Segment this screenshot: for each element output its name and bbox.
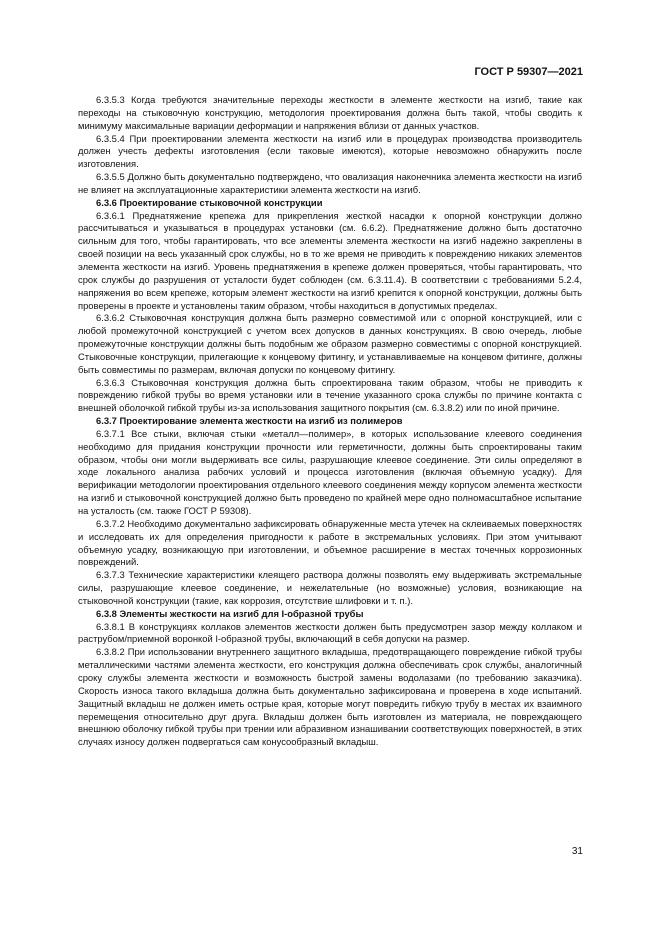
paragraph-6-3-6-1: 6.3.6.1 Преднатяжение крепежа для прикрепления жесткой насадки к опорной конструкции должно рассчитываться и указываться в процедурах установки (см. 6.6.2). Преднатяжение должно быть достаточно сильным для того, чтобы гарантировать, что все элементы элемента жесткости на изгиб надежно закреплены в своей позиции на весь указанный срок службы, но в то же время не приводить к повреждению никаких элементов элемента жесткости на изгиб. Уровень преднатяжения в крепеже должен проверяться, чтобы гарантировать, что срок службы до разрушения от усталости будет соблюден (см. 6.3.11.4). В соответствии с требованиями 5.2.4, напряжения во всем крепеже, которым элемент жесткости на изгиб крепится к опорной конструкции, должны быть проверены в проекте и установлены таким образом, чтобы находиться в допустимых пределах. (78, 209, 582, 311)
paragraph-6-3-5-4: 6.3.5.4 При проектировании элемента жесткости на изгиб или в процедурах производства производитель должен учесть дефекты изготовления (если таковые имеются), которые невозможно обнаружить после изготовления. (78, 132, 582, 170)
paragraph-6-3-6-2: 6.3.6.2 Стыковочная конструкция должна быть размерно совместимой или с опорной конструкцией, или с любой промежуточной конструкцией с учетом всех допусков в данных конструкциях. В свою очередь, любые промежуточные конструкции должны быть подобным же образом размерно совместимы с опорной конструкцией. Стыковочные конструкции, прилегающие к концевому фитингу, и устанавливаемые на концевом фитинге, должны быть совместимы по размерам, включая допуски по концевому фитингу. (78, 312, 582, 375)
paragraph-6-3-7-2: 6.3.7.2 Необходимо документально зафиксировать обнаруженные места утечек на склеиваемых поверхностях и исследовать их для определения пригодности к работе в экстремальных условиях. При этом учитывают объемную усадку, возникающую при изготовлении, и объемное расширение в местах точечных коррозионных повреждений. (78, 517, 582, 568)
body-text (78, 94, 582, 749)
page-number: 31 (571, 846, 583, 857)
paragraph-6-3-5-5: 6.3.5.5 Должно быть документально подтверждено, что овализация наконечника элемента жесткости на изгиб не влияет на эксплуатационные характеристики элемента жесткости на изгиб. (78, 171, 582, 195)
paragraph-6-3-8-1: 6.3.8.1 В конструкциях коллаков элементов жесткости должен быть предусмотрен зазор между коллаком и раструбом/приемной воронкой I-образной трубы, включающий в себя допуски на размер. (78, 620, 582, 645)
paragraph-6-3-5-3: 6.3.5.3 Когда требуются значительные переходы жесткости в элементе жесткости на изгиб, такие как переходы на стыковочную конструкцию, методология проектирования должна быть такой, чтобы сводить к минимуму максимальные вариации деформации и напряжения вблизи от данных участков. (78, 94, 582, 131)
section-heading-6-3-8: 6.3.8 Элементы жесткости на изгиб для I-образной трубы (96, 607, 364, 619)
paragraph-6-3-8-2: 6.3.8.2 При использовании внутреннего защитного вкладыша, предотвращающего повреждение гибкой трубы металлическими частями элемента жесткости, его конструкция должна обеспечивать срок службы, аналогичный сроку службы элемента жесткости и возможность быстрой замены водолазами (по требованию заказчика). Скорость износа такого вкладыша должна быть документально зафиксирована и проверена в ходе испытаний. Защитный вкладыш не должен иметь острые края, которые могут повредить гибкую трубу в местах их взаимного перемещения относительно друг друга. Вкладыш должен быть изготовлен из материала, не повреждающего внешнюю оболочку гибкой трубы при трении или абразивном изнашивании соответствующих поверхностей, в этих случаях износу должен подвергаться сам конусообразный вкладыш. (78, 646, 582, 748)
section-heading-6-3-6: 6.3.6 Проектирование стыковочной конструкции (96, 196, 323, 208)
section-heading-6-3-7: 6.3.7 Проектирование элемента жесткости на изгиб из полимеров (96, 415, 403, 427)
paragraph-6-3-6-3: 6.3.6.3 Стыковочная конструкция должна быть спроектирована таким образом, чтобы не приводить к повреждению гибкой трубы во время установки или в течение указанного срока службы по причине контакта с внешней оболочкой гибкой трубы из-за использования защитного покрытия (см. 6.3.8.2) или по иной причине. (78, 376, 582, 414)
paragraph-6-3-7-3: 6.3.7.3 Технические характеристики клеящего раствора должны позволять ему выдерживать экстремальные силы, разрушающие клеевое соединение, и нежелательные (но возможные) условия, возникающие на стыковочной конструкции (такие, как коррозия, отсутствие шлифовки и т. п.). (78, 569, 582, 606)
document-id-header: ГОСТ Р 59307—2021 (474, 66, 583, 78)
paragraph-6-3-7-1: 6.3.7.1 Все стыки, включая стыки «металл—полимер», в которых использование клеевого соединения необходимо для придания конструкции прочности или герметичности, должны быть спроектированы таким образом, чтобы они могли выдерживать все силы, разрушающие клеевое соединение. Эти силы определяют в ходе локального анализа рабочих условий и процесса изготовления (включая объемную усадку). Для верификации методологии проектирования отдельного клеевого соединения между корпусом элемента жесткости на изгиб и стыковочной конструкцией должно быть проведено по крайней мере одно полномасштабное испытание на усталость (см. также ГОСТ Р 59308). (78, 427, 582, 516)
